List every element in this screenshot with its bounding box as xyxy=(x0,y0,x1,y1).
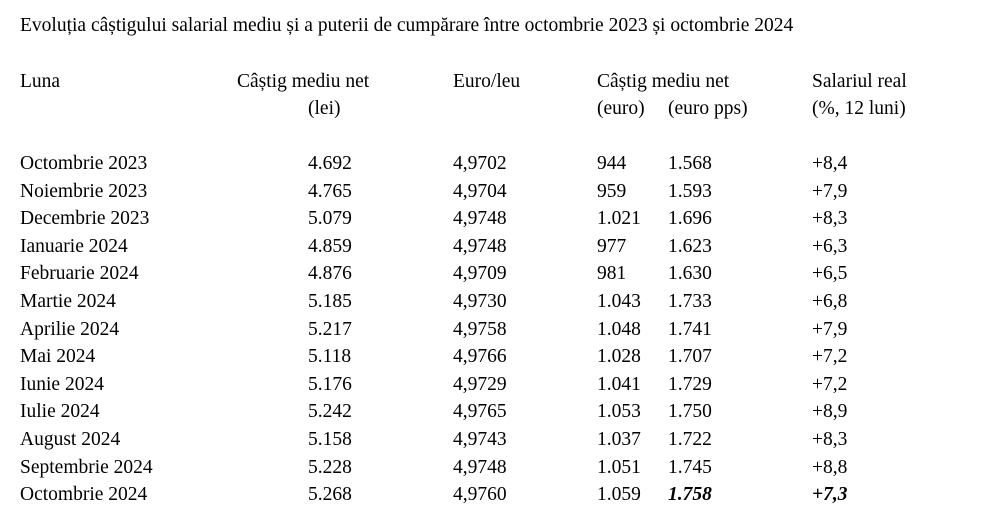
cell-real: +6,3 xyxy=(812,236,848,257)
cell-net-eur: 1.028 xyxy=(597,346,641,367)
header-real-wage-unit: (%, 12 luni) xyxy=(812,98,906,119)
cell-month: Martie 2024 xyxy=(20,291,116,312)
cell-real: +7,9 xyxy=(812,181,848,202)
cell-eur-ron: 4,9760 xyxy=(453,484,507,505)
cell-real: +7,9 xyxy=(812,319,848,340)
cell-net-pps: 1.630 xyxy=(668,263,712,284)
cell-month: Octombrie 2024 xyxy=(20,484,148,505)
cell-eur-ron: 4,9704 xyxy=(453,181,507,202)
cell-eur-ron: 4,9730 xyxy=(453,291,507,312)
cell-eur-ron: 4,9748 xyxy=(453,457,507,478)
cell-real: +7,2 xyxy=(812,346,848,367)
cell-net-lei: 4.692 xyxy=(308,153,352,174)
cell-real: +6,5 xyxy=(812,263,848,284)
cell-month: Octombrie 2023 xyxy=(20,153,148,174)
cell-eur-ron: 4,9743 xyxy=(453,429,507,450)
cell-net-pps: 1.722 xyxy=(668,429,712,450)
cell-month: Iunie 2024 xyxy=(20,374,104,395)
cell-month: Ianuarie 2024 xyxy=(20,236,128,257)
cell-net-pps: 1.568 xyxy=(668,153,712,174)
cell-net-eur: 981 xyxy=(597,263,627,284)
cell-net-lei: 5.079 xyxy=(308,208,352,229)
cell-net-lei: 5.217 xyxy=(308,319,352,340)
page-title: Evoluția câștigului salarial mediu și a puterii de cumpărare între octombrie 2023 și octombrie 2024 xyxy=(20,15,794,36)
cell-eur-ron: 4,9748 xyxy=(453,208,507,229)
cell-real: +8,9 xyxy=(812,401,848,422)
cell-net-eur: 1.037 xyxy=(597,429,641,450)
cell-eur-ron: 4,9702 xyxy=(453,153,507,174)
cell-real: +8,3 xyxy=(812,208,848,229)
cell-eur-ron: 4,9765 xyxy=(453,401,507,422)
cell-real: +7,3 xyxy=(812,484,848,505)
cell-month: Decembrie 2023 xyxy=(20,208,150,229)
cell-month: August 2024 xyxy=(20,429,121,450)
cell-net-lei: 5.185 xyxy=(308,291,352,312)
cell-net-pps: 1.623 xyxy=(668,236,712,257)
cell-real: +8,4 xyxy=(812,153,848,174)
cell-net-lei: 5.118 xyxy=(308,346,352,367)
cell-net-eur: 1.043 xyxy=(597,291,641,312)
cell-net-pps: 1.707 xyxy=(668,346,712,367)
cell-net-pps: 1.593 xyxy=(668,181,712,202)
cell-net-pps: 1.733 xyxy=(668,291,712,312)
cell-net-eur: 1.048 xyxy=(597,319,641,340)
cell-month: Mai 2024 xyxy=(20,346,96,367)
header-real-wage: Salariul real xyxy=(812,71,907,92)
cell-net-pps: 1.729 xyxy=(668,374,712,395)
cell-eur-ron: 4,9758 xyxy=(453,319,507,340)
cell-real: +7,2 xyxy=(812,374,848,395)
cell-real: +8,8 xyxy=(812,457,848,478)
cell-month: Noiembrie 2023 xyxy=(20,181,148,202)
header-month: Luna xyxy=(20,71,61,92)
cell-eur-ron: 4,9709 xyxy=(453,263,507,284)
cell-net-eur: 1.059 xyxy=(597,484,641,505)
cell-month: Februarie 2024 xyxy=(20,263,139,284)
cell-eur-ron: 4,9748 xyxy=(453,236,507,257)
cell-real: +8,3 xyxy=(812,429,848,450)
cell-net-pps: 1.696 xyxy=(668,208,712,229)
cell-net-eur: 977 xyxy=(597,236,627,257)
cell-month: Aprilie 2024 xyxy=(20,319,120,340)
cell-net-eur: 959 xyxy=(597,181,627,202)
cell-net-eur: 1.053 xyxy=(597,401,641,422)
cell-net-eur: 944 xyxy=(597,153,627,174)
cell-real: +6,8 xyxy=(812,291,848,312)
header-net-eur: Câștig mediu net xyxy=(597,71,730,92)
cell-net-lei: 5.242 xyxy=(308,401,352,422)
header-eur-ron: Euro/leu xyxy=(453,71,521,92)
cell-eur-ron: 4,9729 xyxy=(453,374,507,395)
cell-net-eur: 1.021 xyxy=(597,208,641,229)
cell-net-eur: 1.051 xyxy=(597,457,641,478)
cell-net-lei: 4.876 xyxy=(308,263,352,284)
cell-net-eur: 1.041 xyxy=(597,374,641,395)
header-net-eur-unit: (euro) xyxy=(597,98,645,119)
cell-net-pps: 1.745 xyxy=(668,457,712,478)
cell-net-lei: 5.176 xyxy=(308,374,352,395)
cell-eur-ron: 4,9766 xyxy=(453,346,507,367)
cell-net-lei: 5.228 xyxy=(308,457,352,478)
cell-net-lei: 5.268 xyxy=(308,484,352,505)
header-net-lei: Câștig mediu net xyxy=(237,71,370,92)
cell-net-pps: 1.750 xyxy=(668,401,712,422)
header-net-pps-unit: (euro pps) xyxy=(668,98,748,119)
cell-net-pps: 1.758 xyxy=(668,484,712,505)
cell-net-lei: 4.765 xyxy=(308,181,352,202)
cell-month: Septembrie 2024 xyxy=(20,457,153,478)
cell-net-pps: 1.741 xyxy=(668,319,712,340)
cell-net-lei: 4.859 xyxy=(308,236,352,257)
cell-net-lei: 5.158 xyxy=(308,429,352,450)
cell-month: Iulie 2024 xyxy=(20,401,100,422)
header-net-lei-unit: (lei) xyxy=(308,98,341,119)
